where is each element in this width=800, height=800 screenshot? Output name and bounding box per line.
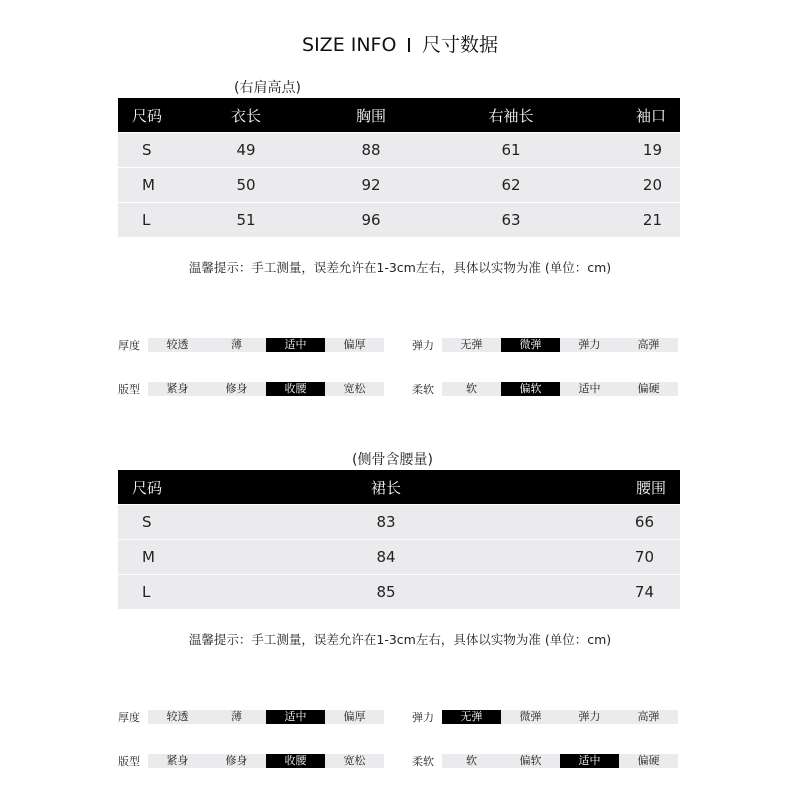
attribute-option: 偏厚: [343, 338, 366, 351]
attribute-option: 紧身: [166, 382, 189, 395]
attribute-option-selected: 收腰: [266, 754, 325, 768]
attribute-option: 偏厚: [343, 710, 366, 723]
table-cell: 51: [186, 203, 306, 238]
column-header: 腰围: [586, 470, 680, 505]
attribute-options: [148, 382, 384, 396]
table-header-row: [118, 98, 680, 133]
table-cell: 49: [186, 133, 306, 168]
attribute-options: [148, 754, 384, 768]
table-cell: 21: [586, 203, 680, 238]
attribute-label: 版型: [118, 383, 140, 396]
table-cell: 88: [306, 133, 436, 168]
title-chinese: 尺寸数据: [421, 34, 498, 56]
title-english: SIZE INFO: [302, 34, 397, 56]
attribute-option: 较透: [166, 710, 189, 723]
column-header: 胸围: [306, 98, 436, 133]
bottom-table-note: (侧骨含腰量): [352, 452, 433, 468]
table-cell: 74: [586, 575, 680, 610]
attribute-options: [442, 338, 678, 352]
attribute-fit: [118, 753, 384, 769]
table-cell: 92: [306, 168, 436, 203]
table-row: [118, 203, 680, 238]
table-cell: L: [118, 575, 186, 610]
attribute-option-selected: 微弹: [501, 338, 560, 352]
measurement-tip: 温馨提示：手工测量，误差允许在1-3cm左右，具体以实物为准 (单位：cm): [188, 260, 612, 275]
page-title: [0, 30, 800, 57]
attribute-option-selected: 适中: [560, 754, 619, 768]
attribute-thickness: [118, 337, 384, 353]
attribute-option: 软: [466, 754, 477, 767]
table-cell: 61: [436, 133, 586, 168]
attribute-options: [148, 710, 384, 724]
attribute-option: 宽松: [343, 382, 366, 395]
table-header-row: [118, 470, 680, 505]
table-cell: 96: [306, 203, 436, 238]
measurement-tip: 温馨提示：手工测量，误差允许在1-3cm左右，具体以实物为准 (单位：cm): [188, 632, 612, 647]
attribute-option: 修身: [225, 754, 248, 767]
attribute-option: 宽松: [343, 754, 366, 767]
attribute-option: 偏硬: [637, 754, 660, 767]
attribute-option-selected: 收腰: [266, 382, 325, 396]
attribute-label: 弹力: [412, 339, 434, 352]
column-header: 右袖长: [436, 98, 586, 133]
table-cell: 85: [186, 575, 586, 610]
attribute-label: 弹力: [412, 711, 434, 724]
attribute-label: 柔软: [412, 383, 434, 396]
attribute-option: 薄: [231, 338, 242, 351]
table-row: [118, 505, 680, 540]
attribute-option: 高弹: [637, 338, 660, 351]
table-cell: 19: [586, 133, 680, 168]
table-cell: 66: [586, 505, 680, 540]
table-cell: S: [118, 133, 186, 168]
attribute-option-selected: 无弹: [442, 710, 501, 724]
attribute-option: 偏软: [519, 754, 542, 767]
column-header: 尺码: [118, 98, 186, 133]
attribute-options: [148, 338, 384, 352]
attribute-options: [442, 710, 678, 724]
attribute-softness: [412, 381, 678, 397]
attribute-option: 紧身: [166, 754, 189, 767]
attribute-option-selected: 偏软: [501, 382, 560, 396]
attribute-option: 弹力: [578, 338, 601, 351]
attribute-label: 厚度: [118, 339, 140, 352]
column-header: 尺码: [118, 470, 186, 505]
column-header: 衣长: [186, 98, 306, 133]
attribute-option: 高弹: [637, 710, 660, 723]
table-row: [118, 540, 680, 575]
table-cell: 84: [186, 540, 586, 575]
table-row: [118, 575, 680, 610]
attribute-options: [442, 382, 678, 396]
table-cell: 70: [586, 540, 680, 575]
attribute-option: 较透: [166, 338, 189, 351]
table-cell: S: [118, 505, 186, 540]
top-table-note: (右肩高点): [234, 80, 301, 96]
attribute-elasticity: [412, 709, 678, 725]
attribute-option: 修身: [225, 382, 248, 395]
column-header: 裙长: [186, 470, 586, 505]
table-cell: L: [118, 203, 186, 238]
column-header: 袖口: [586, 98, 680, 133]
attribute-option: 弹力: [578, 710, 601, 723]
attribute-option: 无弹: [460, 338, 483, 351]
attribute-option-selected: 适中: [266, 710, 325, 724]
attribute-option: 软: [466, 382, 477, 395]
attribute-fit: [118, 381, 384, 397]
table-cell: 50: [186, 168, 306, 203]
attribute-label: 柔软: [412, 755, 434, 768]
table-cell: 20: [586, 168, 680, 203]
table-cell: M: [118, 540, 186, 575]
top-size-table: [118, 98, 680, 237]
table-row: [118, 133, 680, 168]
attribute-thickness: [118, 709, 384, 725]
table-cell: M: [118, 168, 186, 203]
attribute-option-selected: 适中: [266, 338, 325, 352]
attribute-softness: [412, 753, 678, 769]
bottom-size-table: [118, 470, 680, 609]
attribute-option: 偏硬: [637, 382, 660, 395]
table-row: [118, 168, 680, 203]
table-cell: 63: [436, 203, 586, 238]
table-cell: 83: [186, 505, 586, 540]
attribute-option: 适中: [578, 382, 601, 395]
title-divider: [408, 38, 410, 52]
attribute-option: 微弹: [519, 710, 542, 723]
attribute-elasticity: [412, 337, 678, 353]
attribute-option: 薄: [231, 710, 242, 723]
table-cell: 62: [436, 168, 586, 203]
attribute-label: 版型: [118, 755, 140, 768]
attribute-label: 厚度: [118, 711, 140, 724]
attribute-options: [442, 754, 678, 768]
